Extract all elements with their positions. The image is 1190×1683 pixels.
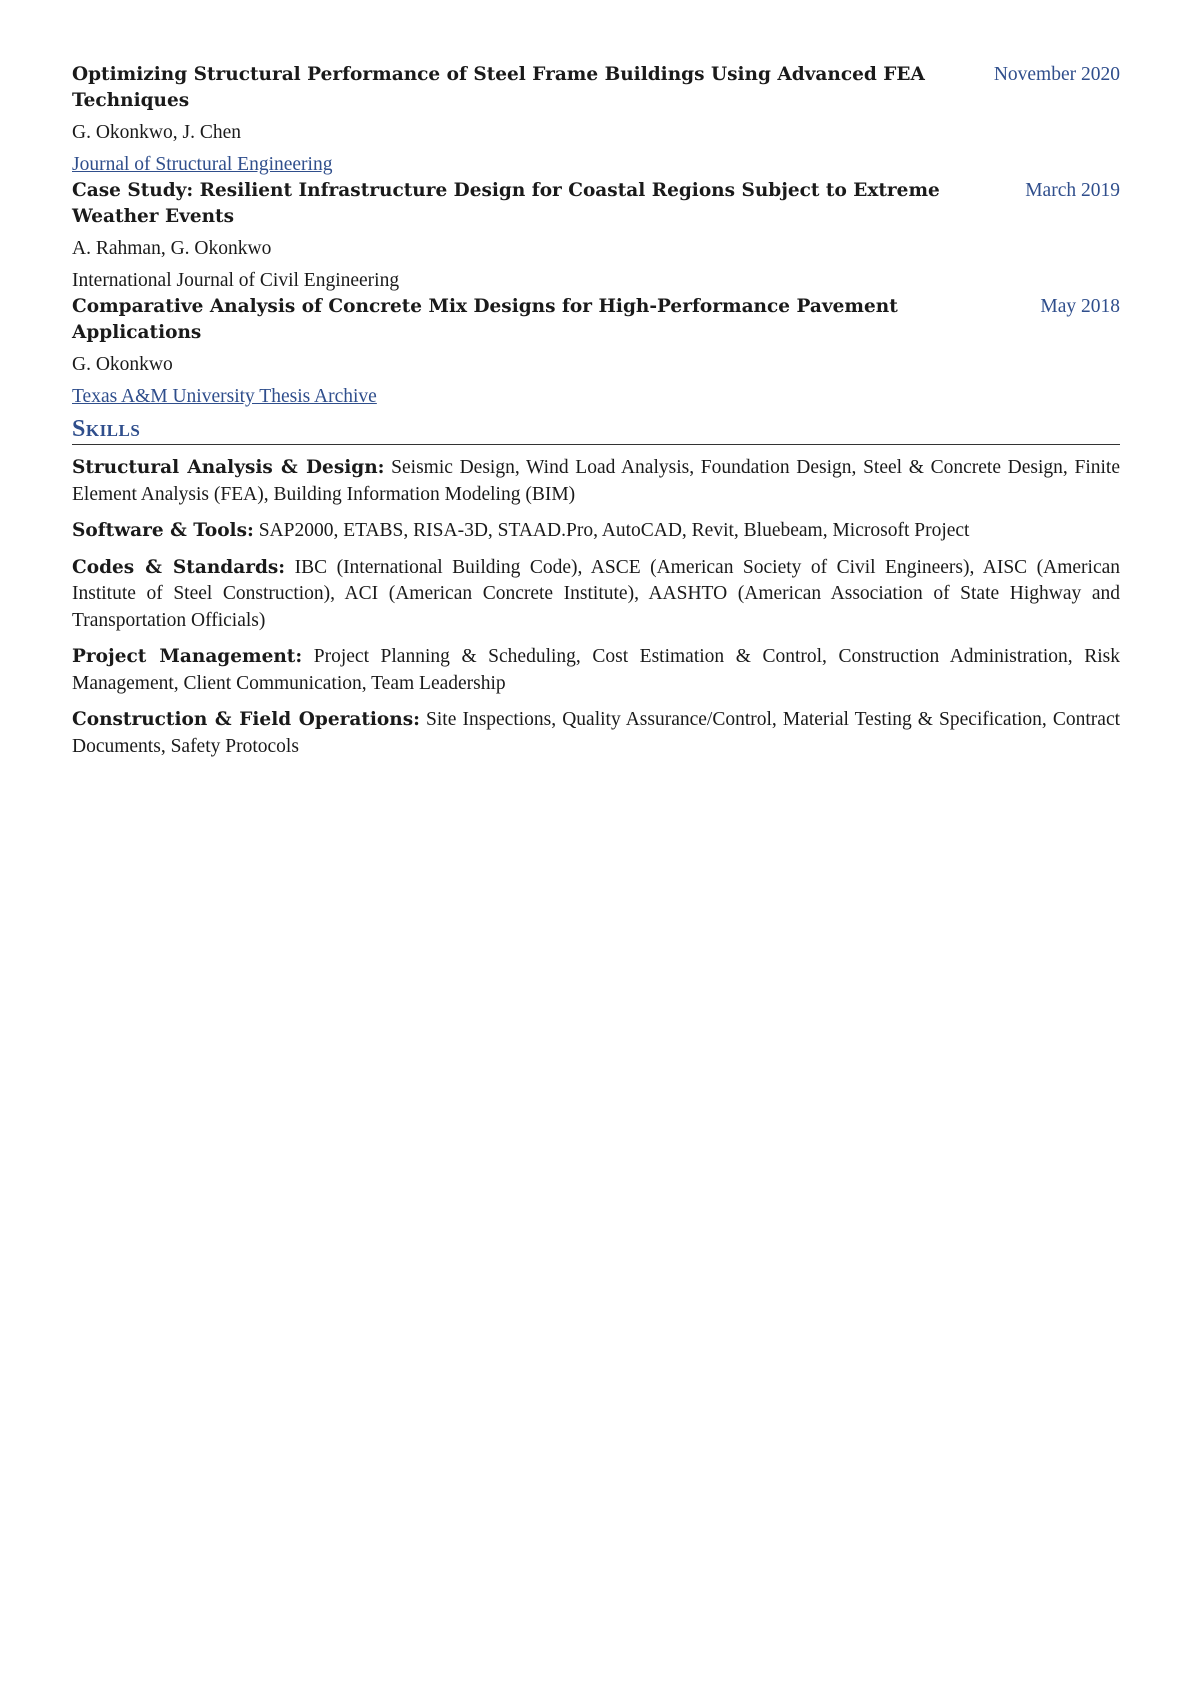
skill-item xyxy=(72,455,1120,508)
skill-item xyxy=(72,518,1120,545)
publication-venue-link[interactable]: Journal of Structural Engineering xyxy=(72,154,333,175)
skill-value: Seismic Design, Wind Load Analysis, Foundation Design, Steel & Concrete Design, Finite Element Analysis (FEA), Building Information Modeling (BIM) xyxy=(72,457,1120,505)
skill-label: Structural Analysis & Design: xyxy=(72,457,385,478)
skill-item xyxy=(72,644,1120,697)
publication-venue-link[interactable]: Texas A&M University Thesis Archive xyxy=(72,386,377,407)
publication-date: May 2018 xyxy=(1040,296,1120,317)
skill-label: Project Management: xyxy=(72,646,303,667)
publication-header xyxy=(72,178,1120,230)
skill-item xyxy=(72,555,1120,635)
publication-date: March 2019 xyxy=(1025,180,1120,201)
publication-title: Comparative Analysis of Concrete Mix Designs for High-Performance Pavement Applications xyxy=(72,296,898,343)
skill-item xyxy=(72,707,1120,760)
publication-entry xyxy=(72,178,1120,294)
resume-page xyxy=(72,62,1120,760)
publication-date: November 2020 xyxy=(993,64,1120,85)
publication-entry xyxy=(72,294,1120,410)
publication-venue: International Journal of Civil Engineering xyxy=(72,270,400,291)
skill-value: IBC (International Building Code), ASCE (American Society of Civil Engineers), AISC (American Institute of Steel Construction), ACI (American Concrete Institute), AASHTO (American Association of State Highway and Transportation Officials) xyxy=(72,556,1121,631)
publication-authors: G. Okonkwo xyxy=(72,354,173,375)
publication-title: Case Study: Resilient Infrastructure Design for Coastal Regions Subject to Extreme Weather Events xyxy=(72,180,940,227)
publication-title: Optimizing Structural Performance of Steel Frame Buildings Using Advanced FEA Techniques xyxy=(72,64,925,111)
section-title: Skills xyxy=(72,416,141,442)
publication-authors: G. Okonkwo, J. Chen xyxy=(72,122,241,143)
skill-label: Codes & Standards: xyxy=(72,556,286,578)
publication-authors: A. Rahman, G. Okonkwo xyxy=(72,238,272,259)
skill-value: SAP2000, ETABS, RISA-3D, STAAD.Pro, AutoCAD, Revit, Bluebeam, Microsoft Project xyxy=(258,520,970,541)
publication-header xyxy=(72,62,1120,114)
skill-label: Software & Tools: xyxy=(72,520,254,541)
skills-list xyxy=(72,455,1120,760)
skill-value: Site Inspections, Quality Assurance/Control, Material Testing & Specification, Contract Documents, Safety Protocols xyxy=(72,709,1121,757)
skill-value: Project Planning & Scheduling, Cost Estimation & Control, Construction Administration, Risk Management, Client Communication, Team Leadership xyxy=(72,646,1120,694)
skills-section-heading xyxy=(72,414,1120,445)
publication-entry xyxy=(72,62,1120,178)
publication-header xyxy=(72,294,1120,346)
skill-label: Construction & Field Operations: xyxy=(72,709,420,730)
